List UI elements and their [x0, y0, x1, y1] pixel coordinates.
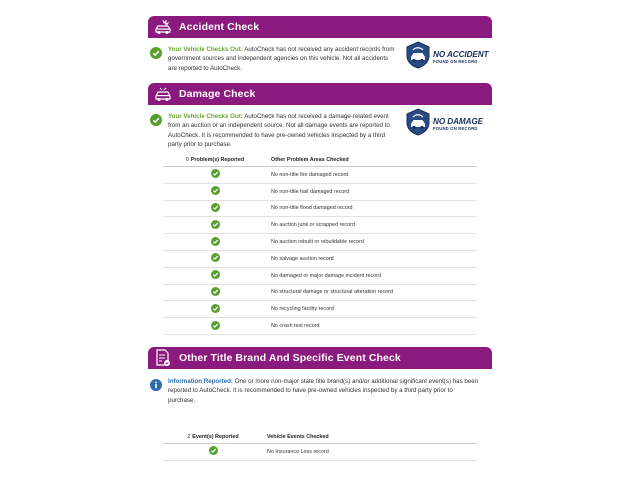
- row-label: No structural damage or structural alteration record: [271, 289, 393, 296]
- row-label: No recycling facility record: [271, 306, 334, 313]
- row-label: No non-title flood damaged record: [271, 205, 353, 212]
- row-label: No auction junk or scrapped record: [271, 222, 355, 229]
- table-row: [163, 217, 477, 234]
- badge-title: NO DAMAGE: [433, 116, 484, 126]
- table-row: [163, 301, 477, 318]
- row-label: No non-title fire damaged record: [271, 171, 349, 178]
- statement-text: [168, 112, 400, 149]
- problem-count: 0: [185, 156, 189, 163]
- section-title: Damage Check: [179, 88, 256, 100]
- car-damage-icon: [152, 83, 174, 105]
- check-circle-icon: [211, 237, 220, 248]
- statement-body: One or more non-major state title brand(s) and/or additional significant event(s) has been reported to AutoCheck. It is recommended to have pre-owned vehicles inspected by a third party prior to purchase.: [168, 378, 479, 404]
- title-brand-header: [148, 347, 492, 369]
- row-label: No non-title hail damaged record: [271, 188, 350, 195]
- row-label: No damaged or major damage incident record: [271, 272, 381, 279]
- statement-lead: Your Vehicle Checks Out:: [168, 46, 243, 53]
- col2-header: Vehicle Events Checked: [267, 433, 329, 440]
- check-circle-icon: [211, 321, 220, 332]
- title-brand-table: [163, 430, 477, 461]
- section-title: Other Title Brand And Specific Event Check: [179, 352, 401, 364]
- table-row: [163, 285, 477, 302]
- table-header: [163, 153, 477, 167]
- statement-lead: Your Vehicle Checks Out:: [168, 113, 243, 120]
- damage-checks-table: [163, 153, 477, 335]
- table-row: [163, 167, 477, 184]
- table-row: [163, 268, 477, 285]
- table-row: [163, 184, 477, 201]
- col1-header: Event(s) Reported: [192, 433, 239, 440]
- badge-title: NO ACCIDENT: [433, 49, 489, 59]
- vehicle-badge-icon: [406, 108, 430, 141]
- document-check-icon: [152, 347, 174, 369]
- table-row: [163, 444, 477, 461]
- statement-lead: Information Reported:: [168, 378, 233, 385]
- badge-subtitle: FOUND ON RECORD: [433, 59, 478, 64]
- check-circle-icon: [150, 113, 162, 125]
- check-circle-icon: [211, 186, 220, 197]
- car-crash-icon: [152, 16, 174, 38]
- info-circle-icon: [150, 378, 162, 390]
- statement-body: AutoCheck has not received any accident records from government sources and independent agencies on this vehicle. Not all accidents are reported to AutoCheck.: [168, 46, 395, 72]
- col2-header: Other Problem Areas Checked: [271, 156, 349, 163]
- row-label: No Insurance Loss record: [267, 448, 329, 455]
- no-damage-badge: [406, 108, 483, 141]
- table-row: [163, 234, 477, 251]
- check-circle-icon: [209, 446, 218, 457]
- check-circle-icon: [211, 287, 220, 298]
- check-circle-icon: [211, 253, 220, 264]
- statement-text: [168, 377, 480, 405]
- badge-subtitle: FOUND ON RECORD: [433, 126, 478, 131]
- title-brand-statement: [150, 377, 480, 405]
- table-row: [163, 201, 477, 218]
- table-row: [163, 251, 477, 268]
- col1-header: Problem(s) Reported: [190, 156, 245, 163]
- statement-body: AutoCheck has not received a damage-related event from an auction or an independent source. Not all damage events are reported to AutoCheck. It is recommended to have pre-owned vehicles inspected by a third party prior to purchase.: [168, 113, 390, 148]
- check-circle-icon: [211, 270, 220, 281]
- row-label: No salvage auction record: [271, 255, 334, 262]
- accident-check-header: [148, 16, 492, 38]
- table-header: [163, 430, 477, 444]
- check-circle-icon: [211, 220, 220, 231]
- accident-statement: [150, 45, 398, 73]
- check-circle-icon: [211, 304, 220, 315]
- event-count: 2: [187, 433, 191, 440]
- check-circle-icon: [150, 46, 162, 58]
- damage-check-header: [148, 83, 492, 105]
- vehicle-badge-icon: [406, 41, 430, 74]
- row-label: No crash test record: [271, 323, 320, 330]
- row-label: No auction rebuilt or rebuildable record: [271, 239, 364, 246]
- table-row: [163, 318, 477, 335]
- statement-text: [168, 45, 398, 73]
- check-circle-icon: [211, 203, 220, 214]
- no-accident-badge: [406, 41, 488, 74]
- section-title: Accident Check: [179, 21, 260, 33]
- damage-statement: [150, 112, 400, 149]
- check-circle-icon: [211, 169, 220, 180]
